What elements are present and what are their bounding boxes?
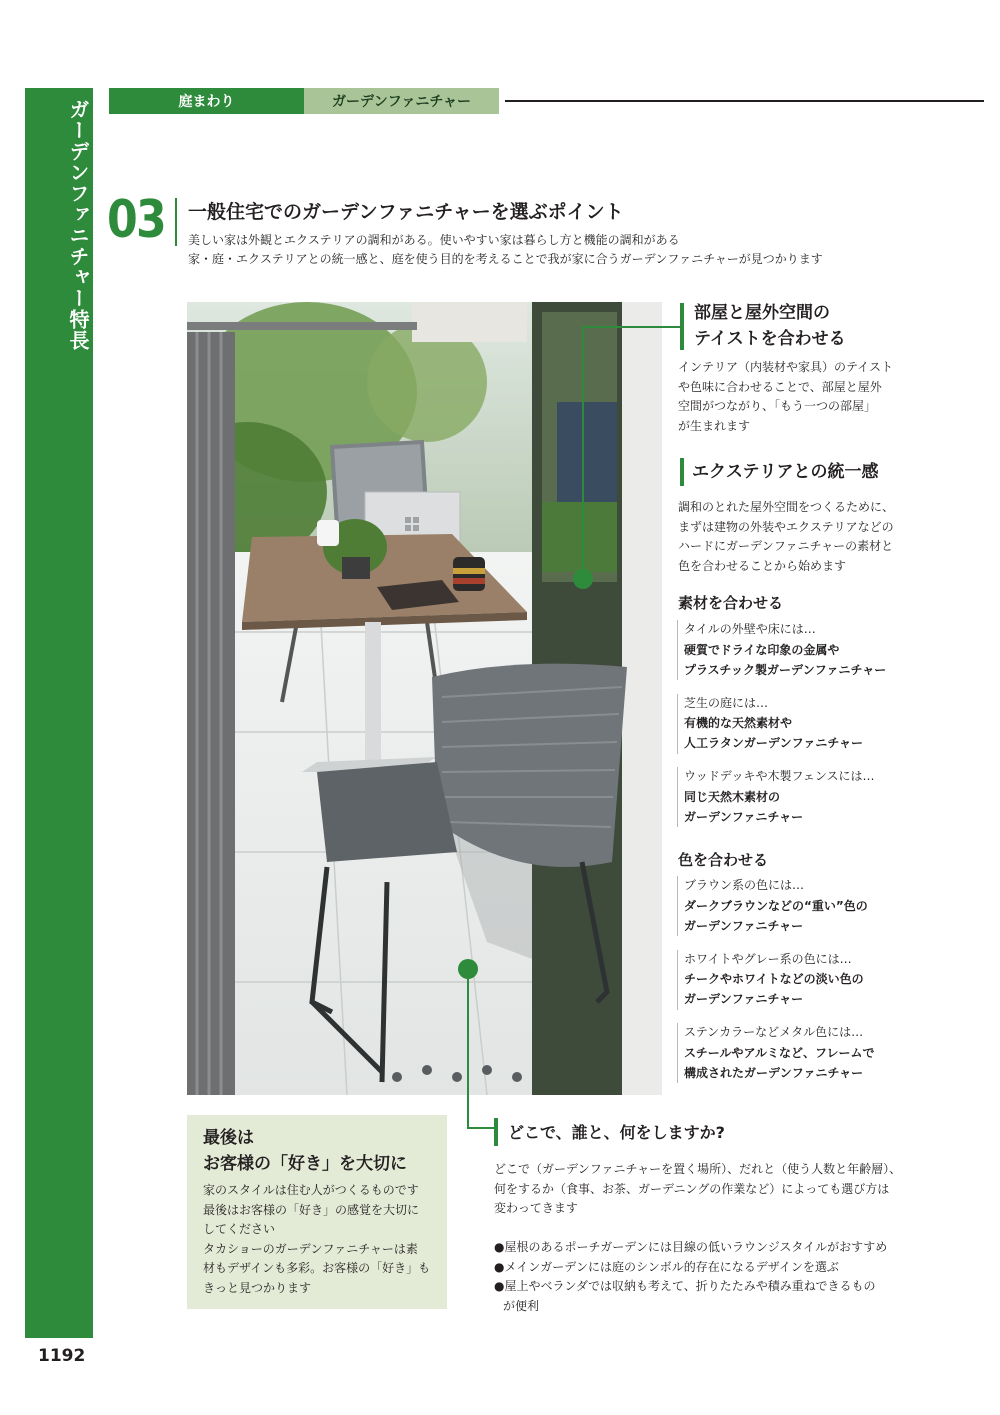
detail-line: 構成されたガーデンファニチャー [684, 1066, 864, 1080]
material-item-lead: 芝生の庭には… [684, 696, 769, 710]
detail-line: プラスチック製ガーデンファニチャー [684, 663, 887, 677]
body-line: 色を合わせることから始めます [678, 558, 847, 573]
detail-line: ガーデンファニチャー [684, 810, 804, 824]
category-tab-primary: 庭まわり [109, 88, 304, 114]
side-title: ガーデンファニチャー特長 [66, 99, 90, 351]
section-number: 03 [107, 190, 166, 250]
color-item-detail [684, 969, 864, 1009]
body-line: 最後はお客様の「好き」の感覚を大切に [203, 1202, 420, 1217]
bullet-item: ●屋上やベランダでは収納も考えて、折りたたみや積み重ねできるもの [494, 1279, 876, 1293]
page-number: 1192 [38, 1346, 86, 1366]
item-rule [677, 876, 678, 936]
body-line: ハードにガーデンファニチャーの素材と [678, 539, 894, 553]
balcony-photo [187, 302, 662, 1095]
material-item-lead: ウッドデッキや木製フェンスには… [684, 769, 875, 783]
exterior-heading: エクステリアとの統一感 [692, 462, 879, 482]
taste-heading-line: 部屋と屋外空間の [694, 303, 830, 323]
heading-bar [680, 303, 684, 350]
section-title: 一般住宅でのガーデンファニチャーを選ぶポイント [188, 201, 624, 223]
detail-line: スチールやアルミなど、フレームで [684, 1046, 875, 1060]
item-rule [677, 694, 678, 754]
section-divider [175, 198, 177, 246]
color-item-detail [684, 896, 868, 936]
usage-heading: どこで、誰と、何をしますか? [508, 1123, 725, 1142]
last-note-box [187, 1115, 447, 1309]
intro-line: 美しい家は外観とエクステリアの調和がある。使いやすい家は暮らし方と機能の調和がある [188, 233, 680, 247]
heading-bar [680, 458, 684, 486]
box-body [203, 1181, 430, 1298]
detail-line: チークやホワイトなどの淡い色の [684, 972, 864, 986]
color-item-lead: ブラウン系の色には… [684, 878, 805, 892]
usage-bullets [494, 1238, 887, 1316]
body-line: きっと見つかります [203, 1280, 312, 1295]
detail-line: 同じ天然木素材の [684, 790, 781, 804]
pointer-line [582, 326, 584, 570]
body-line: 変わってきます [494, 1201, 578, 1215]
bullet-item: ●メインガーデンには庭のシンボル的存在になるデザインを選ぶ [494, 1259, 839, 1274]
body-line: 調和のとれた屋外空間をつくるために、 [678, 500, 895, 514]
body-line: 何をするか（食事、お茶、ガーデニングの作業など）によっても選び方は [494, 1181, 890, 1196]
color-item-lead: ホワイトやグレー系の色には… [684, 952, 852, 966]
header-rule [505, 100, 984, 102]
bullet-item: ●屋根のあるポーチガーデンには目線の低いラウンジスタイルがおすすめ [494, 1240, 888, 1254]
detail-line: 硬質でドライな印象の金属や [684, 643, 840, 657]
pointer-line [467, 1127, 497, 1129]
item-rule [677, 1023, 678, 1083]
intro-line: 家・庭・エクステリアとの統一感と、庭を使う目的を考えることで我が家に合うガーデンファニチャーが見つかります [188, 252, 823, 266]
body-line: や色味に合わせることで、部屋と屋外 [678, 379, 882, 394]
color-item-detail [684, 1043, 875, 1083]
detail-line: 有機的な天然素材や [684, 716, 793, 730]
pointer-line [582, 326, 682, 328]
material-item-detail [684, 713, 863, 753]
pointer-dot [573, 569, 593, 589]
body-line: してください [203, 1222, 276, 1236]
body-line: どこで（ガーデンファニチャーを置く場所）、だれと（使う人数と年齢層）、 [494, 1162, 902, 1176]
material-heading: 素材を合わせる [678, 594, 784, 612]
item-rule [677, 950, 678, 1010]
body-line: タカショーのガーデンファニチャーは素 [203, 1241, 418, 1256]
material-item-detail [684, 787, 803, 827]
material-item-lead: タイルの外壁や床には… [684, 622, 816, 636]
detail-line: ガーデンファニチャー [684, 919, 804, 933]
taste-heading-line: テイストを合わせる [694, 329, 846, 349]
body-line: インテリア（内装材や家具）のテイスト [678, 360, 894, 374]
color-item-lead: ステンカラーなどメタル色には… [684, 1025, 864, 1039]
taste-body [678, 358, 893, 436]
color-heading: 色を合わせる [678, 851, 769, 869]
item-rule [677, 767, 678, 827]
body-line: 家のスタイルは住む人がつくるものです [203, 1183, 419, 1197]
category-tab-secondary: ガーデンファニチャー [304, 88, 499, 114]
balcony-illustration [187, 302, 662, 1095]
detail-line: ダークブラウンなどの“重い”色の [684, 899, 868, 913]
exterior-body [678, 498, 894, 576]
bullet-item: が便利 [503, 1298, 540, 1313]
material-item-detail [684, 640, 886, 680]
body-line: 空間がつながり、「もう一つの部屋」 [678, 399, 877, 413]
body-line: まずは建物の外装やエクステリアなどの [678, 519, 894, 534]
detail-line: 人工ラタンガーデンファニチャー [684, 736, 864, 750]
item-rule [677, 620, 678, 680]
box-heading-line: 最後は [203, 1128, 254, 1148]
detail-line: ガーデンファニチャー [684, 992, 804, 1006]
heading-bar [494, 1118, 498, 1146]
usage-body [494, 1160, 901, 1219]
pointer-line [467, 968, 469, 1128]
box-heading-line: お客様の「好き」を大切に [203, 1154, 407, 1174]
body-line: が生まれます [678, 418, 751, 433]
body-line: 材もデザインも多彩。お客様の「好き」も [203, 1261, 431, 1275]
